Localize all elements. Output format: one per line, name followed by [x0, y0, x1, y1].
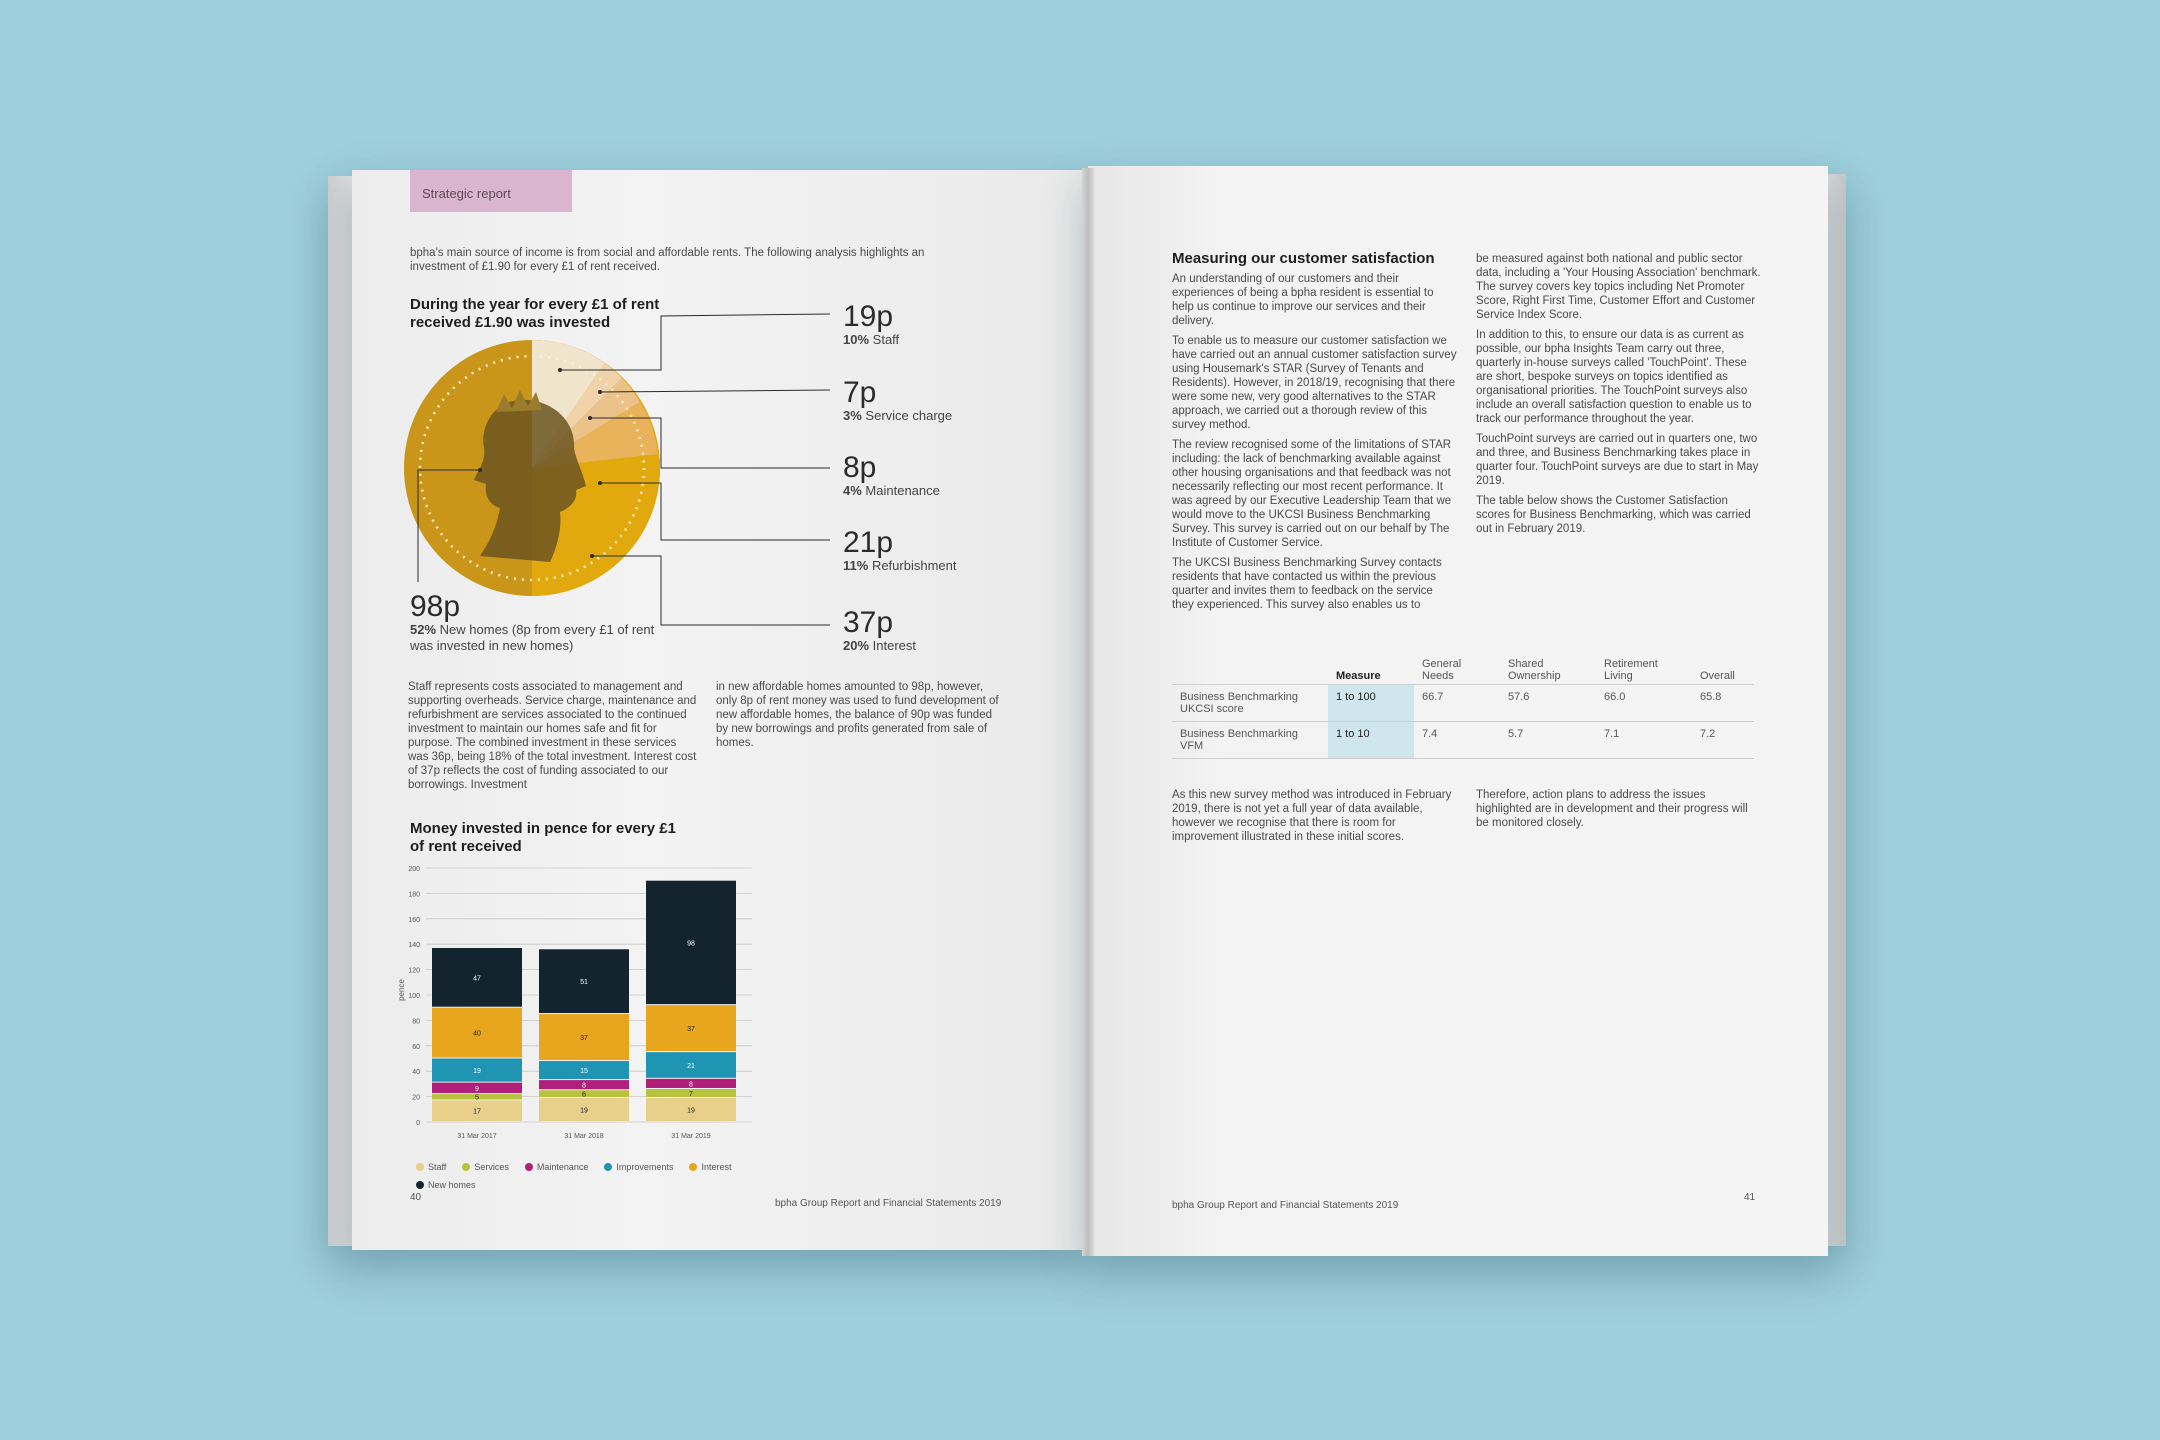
- benchmark-table: [1172, 656, 1754, 759]
- bar-data-label: 37: [687, 1026, 695, 1034]
- right-heading: Measuring our customer satisfaction: [1172, 250, 1435, 267]
- y-tick-label: 0: [416, 1120, 420, 1127]
- y-tick-label: 200: [408, 866, 420, 873]
- staff-text: Staff: [872, 332, 900, 347]
- bar-data-label: 5: [475, 1094, 479, 1102]
- paragraph-4: The UKCSI Business Benchmarking Survey contacts residents that have contacted us within the previous quarter and invites them to feedback on the service they experienced. This survey also enables us to: [1172, 557, 1442, 611]
- bar-data-label: 8: [582, 1082, 586, 1090]
- chart-title: Money invested in pence for every £1 of rent received: [410, 820, 676, 855]
- legend-item: [416, 1180, 476, 1190]
- bar-data-label: 8: [689, 1081, 693, 1089]
- paragraph-1: An understanding of our customers and their experiences of being a bpha resident is essential to help us continue to improve our services and their delivery.: [1172, 273, 1434, 327]
- legend-item: [416, 1162, 446, 1172]
- maintenance-value: 8p: [843, 451, 877, 484]
- legend-item: [525, 1162, 589, 1172]
- infographic-title: During the year for every £1 of rent received £1.90 was invested: [410, 296, 660, 331]
- staff-label: [843, 302, 899, 347]
- legend-label: Staff: [428, 1162, 447, 1172]
- stacked-bar-chart: [392, 860, 772, 1150]
- paragraph-2: To enable us to measure our customer satisfaction we have carried out an annual customer satisfaction survey using Housemark's STAR (Survey of Tenants and Residents). However, in 2018/19, recognising that there were some new, very good alternatives to the STAR approach, we carried out a thorough review of this survey method.: [1172, 335, 1457, 431]
- legend-swatch: [604, 1163, 612, 1171]
- legend-swatch: [416, 1163, 424, 1171]
- x-tick-label: 31 Mar 2017: [457, 1133, 497, 1140]
- book-spine: [1082, 168, 1094, 1256]
- right-column-2: [1476, 252, 1761, 536]
- y-tick-label: 20: [412, 1094, 420, 1102]
- right-column-1: [1172, 272, 1457, 612]
- legend-swatch: [416, 1181, 424, 1189]
- table-header: Retirement Living: [1604, 658, 1658, 682]
- refurbishment-pct: 11%: [843, 558, 869, 573]
- y-tick-label: 160: [408, 916, 420, 924]
- paragraph-5: be measured against both national and public sector data, including a 'Your Housing Association' benchmark. The survey covers key topics including Net Promoter Score, Right First Time, Customer Effort and Customer Service Index Score.: [1476, 253, 1761, 321]
- new-homes-text: New homes (8p from every £1 of rent was invested in new homes): [410, 622, 655, 653]
- x-tick-label: 31 Mar 2018: [564, 1133, 604, 1140]
- legend-item: [462, 1162, 509, 1172]
- bar-data-label: 15: [580, 1068, 588, 1076]
- table-cell: 66.7: [1414, 685, 1500, 722]
- table-header: [1172, 656, 1328, 685]
- legend-swatch: [525, 1163, 533, 1171]
- table-header: Measure: [1336, 670, 1381, 682]
- refurbishment-label: [843, 528, 956, 573]
- table-cell: 65.8: [1692, 685, 1754, 722]
- body-column-1: Staff represents costs associated to management and supporting overheads. Service charge, maintenance and refurbishment are services associated to the continued investment to maintain our homes safe and fit for purpose. The combined investment in these services was 36p, being 18% of the total investment. Interest cost of 37p reflects the cost of funding associated to our borrowings. Investment: [408, 681, 697, 791]
- refurbishment-text: Refurbishment: [871, 558, 957, 573]
- table-cell: 57.6: [1500, 685, 1596, 722]
- refurbishment-value: 21p: [843, 526, 894, 559]
- table-cell: 1 to 10: [1328, 722, 1414, 759]
- bar-data-label: 98: [687, 940, 695, 948]
- interest-value: 37p: [843, 606, 894, 639]
- new-homes-value: 98p: [410, 590, 461, 623]
- new-homes-label: [410, 592, 670, 654]
- legend-label: New homes: [428, 1180, 476, 1190]
- x-tick-label: 31 Mar 2019: [671, 1133, 711, 1140]
- table-header: General Needs: [1422, 658, 1462, 682]
- y-tick-label: 140: [408, 942, 420, 950]
- legend-label: Improvements: [616, 1162, 674, 1172]
- table-cell: 5.7: [1500, 722, 1596, 759]
- table-header: Shared Ownership: [1508, 658, 1561, 682]
- chart-legend: [416, 1158, 816, 1194]
- table-row: [1172, 685, 1754, 722]
- table-cell: 66.0: [1596, 685, 1692, 722]
- maintenance-pct: 4%: [843, 483, 862, 498]
- y-tick-label: 180: [408, 891, 420, 899]
- interest-label: [843, 608, 916, 653]
- table-cell: 7.4: [1414, 722, 1500, 759]
- legend-swatch: [462, 1163, 470, 1171]
- bar-data-label: 17: [473, 1108, 481, 1116]
- right-page-edge: [1826, 174, 1846, 1246]
- table-cell: 7.1: [1596, 722, 1692, 759]
- left-footer-text: bpha Group Report and Financial Statements 2019: [775, 1198, 1002, 1209]
- y-tick-label: 40: [412, 1069, 420, 1077]
- bar-data-label: 21: [687, 1062, 695, 1070]
- legend-label: Maintenance: [536, 1162, 589, 1172]
- paragraph-7: TouchPoint surveys are carried out in quarters one, two and three, and Business Benchmarking takes place in quarter four. TouchPoint surveys are due to start in May 2019.: [1476, 433, 1759, 487]
- table-cell: Business Benchmarking VFM: [1172, 722, 1328, 759]
- left-page-edge: [328, 176, 354, 1246]
- legend-item: [689, 1162, 731, 1172]
- maintenance-label: [843, 453, 940, 498]
- y-tick-label: 120: [408, 967, 420, 975]
- bar-data-label: 37: [580, 1035, 588, 1043]
- left-page-number: 40: [410, 1192, 422, 1203]
- service-charge-pct: 3%: [843, 408, 862, 423]
- legend-label: Interest: [701, 1162, 732, 1172]
- body-column-2: in new affordable homes amounted to 98p, however, only 8p of rent money was used to fund development of new affordable homes, the balance of 90p was funded by new borrowings and profits generated from sale of homes.: [716, 681, 999, 749]
- legend-swatch: [689, 1163, 697, 1171]
- service-charge-value: 7p: [843, 376, 877, 409]
- service-charge-label: [843, 378, 952, 423]
- closing-paragraph-2: Therefore, action plans to address the issues highlighted are in development and their progress will be monitored closely.: [1476, 789, 1748, 829]
- y-tick-label: 80: [412, 1018, 420, 1026]
- right-page-number: 41: [1744, 1192, 1756, 1203]
- table-cell: 7.2: [1692, 722, 1754, 759]
- leader-lines: [410, 300, 830, 640]
- y-tick-label: 60: [412, 1043, 420, 1051]
- bar-data-label: 7: [689, 1090, 693, 1098]
- bar-data-label: 9: [475, 1085, 479, 1093]
- service-charge-text: Service charge: [865, 408, 953, 423]
- table-cell: 1 to 100: [1328, 685, 1414, 722]
- table-header-row: [1172, 656, 1754, 685]
- right-footer-text: bpha Group Report and Financial Statements 2019: [1172, 1200, 1399, 1211]
- table-cell: Business Benchmarking UKCSI score: [1172, 685, 1328, 722]
- bar-data-label: 51: [580, 979, 588, 987]
- bar-data-label: 40: [473, 1030, 481, 1038]
- bar-data-label: 47: [473, 975, 481, 983]
- bar-data-label: 19: [687, 1107, 695, 1115]
- staff-pct: 10%: [843, 332, 870, 347]
- intro-text: bpha's main source of income is from social and affordable rents. The following analysis highlights an investment of £1.90 for every £1 of rent received.: [410, 247, 925, 273]
- maintenance-text: Maintenance: [865, 483, 940, 498]
- staff-value: 19p: [843, 300, 894, 333]
- y-axis-label: pence: [397, 979, 406, 1001]
- bar-data-label: 6: [582, 1091, 586, 1099]
- table-header: Overall: [1700, 670, 1735, 682]
- new-homes-pct: 52%: [410, 622, 437, 637]
- paragraph-3: The review recognised some of the limitations of STAR including: the lack of benchmarking available against other housing organisations and that feedback was not necessarily reflecting our most recent performance. It was agreed by our Executive Leadership Team that we would move to the UKCSI Business Benchmarking Survey. This survey is carried out on our behalf by The Institute of Customer Service.: [1172, 439, 1452, 549]
- bar-data-label: 19: [580, 1107, 588, 1115]
- interest-pct: 20%: [843, 638, 870, 653]
- y-tick-label: 100: [408, 993, 420, 1000]
- paragraph-8: The table below shows the Customer Satisfaction scores for Business Benchmarking, which was carried out in February 2019.: [1476, 495, 1751, 535]
- legend-item: [604, 1162, 673, 1172]
- interest-text: Interest: [872, 638, 917, 653]
- bar-data-label: 19: [473, 1068, 481, 1076]
- paragraph-6: In addition to this, to ensure our data is as current as possible, our bpha Insights Team carry out three, quarterly in-house surveys called 'TouchPoint'. These are short, bespoke surveys on topics identified as organisational priorities. The TouchPoint surveys also include an overall satisfaction question to enable us to track our performance throughout the year.: [1476, 329, 1752, 425]
- legend-label: Services: [474, 1162, 509, 1172]
- closing-paragraph-1: As this new survey method was introduced in February 2019, there is not yet a full year of data available, however we recognise that there is room for improvement illustrated in these initial scores.: [1172, 789, 1452, 843]
- table-row: [1172, 722, 1754, 759]
- section-tag: Strategic report: [410, 170, 572, 212]
